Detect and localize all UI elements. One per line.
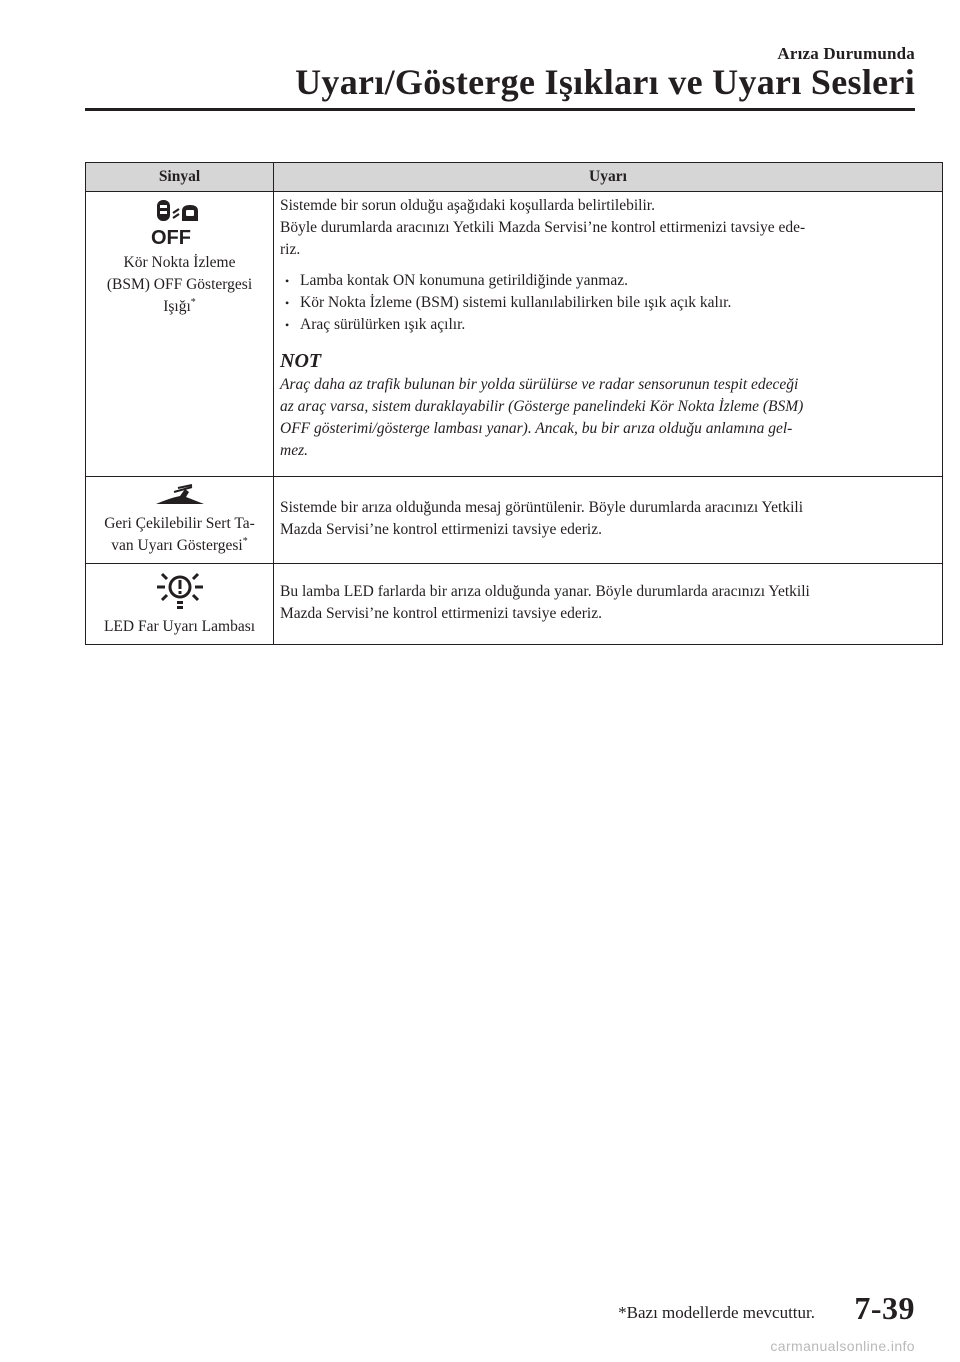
list-item: • Araç sürülürken ışık açılır.	[280, 314, 934, 336]
warning-table	[85, 162, 943, 645]
page-title: Uyarı/Gösterge Işıkları ve Uyarı Sesleri	[295, 62, 915, 102]
signal-name: Kör Nokta İzleme (BSM) OFF Göstergesi Işığı*	[106, 254, 253, 315]
availability-asterisk: *	[242, 535, 248, 547]
signal-name: LED Far Uyarı Lambası	[103, 618, 256, 635]
note-text: Araç daha az trafik bulunan bir yolda sürülürse ve radar sensorunun tespit edeceği az araç varsa, sistem duraklayabilir (Gösterge panelindeki Kör Nokta İzleme (BSM) OFF gösterimi/gösterge lambası yanar). Ancak, bu bir arıza olduğu anlamına gel- mez.	[280, 376, 804, 459]
svg-text:OFF: OFF	[150, 227, 191, 248]
signal-cell	[86, 192, 274, 477]
led-headlight-warning-icon	[155, 570, 205, 612]
warning-cell	[274, 192, 943, 477]
description-text: Sistemde bir arıza olduğunda mesaj görüntülenir. Böyle durumlarda aracınızı Yetkili Mazda Servisi’ne kontrol ettirmenizi tavsiye ederiz.	[280, 498, 804, 538]
description-text: Sistemde bir sorun olduğu aşağıdaki koşullarda belirtilebilir. Böyle durumlarda aracınızı Yetkili Mazda Servisi’ne kontrol ettirmenizi tavsiye ede- riz.	[280, 197, 806, 258]
column-header-warning: Uyarı	[274, 163, 943, 192]
table-row	[86, 477, 943, 564]
description-text: Bu lamba LED farlarda bir arıza olduğunda yanar. Böyle durumlarda aracınızı Yetkili Mazda Servisi’ne kontrol ettirmenizi tavsiye ederiz.	[280, 582, 810, 622]
signal-cell	[86, 477, 274, 564]
retractable-hardtop-icon	[152, 483, 208, 509]
page-number: 7-39	[854, 1290, 915, 1326]
table-row	[86, 192, 943, 477]
watermark: carmanualsonline.info	[770, 1338, 915, 1354]
list-item: • Lamba kontak ON konumuna getirildiğinde yanmaz.	[280, 270, 934, 292]
note-heading: NOT	[280, 350, 322, 372]
condition-list	[280, 270, 934, 336]
table-row	[86, 564, 943, 645]
header-divider	[85, 108, 915, 111]
signal-cell	[86, 564, 274, 645]
column-header-signal: Sinyal	[86, 163, 274, 192]
signal-name: Geri Çekilebilir Sert Ta- van Uyarı Göstergesi*	[104, 515, 255, 554]
warning-cell	[274, 477, 943, 564]
section-heading: Arıza Durumunda	[777, 44, 915, 63]
footnote: *Bazı modellerde mevcuttur.	[618, 1303, 815, 1322]
bsm-off-icon	[149, 198, 211, 248]
availability-asterisk: *	[190, 296, 196, 308]
table-header-row	[86, 163, 943, 192]
list-item: • Kör Nokta İzleme (BSM) sistemi kullanılabilirken bile ışık açık kalır.	[280, 292, 934, 314]
warning-cell	[274, 564, 943, 645]
